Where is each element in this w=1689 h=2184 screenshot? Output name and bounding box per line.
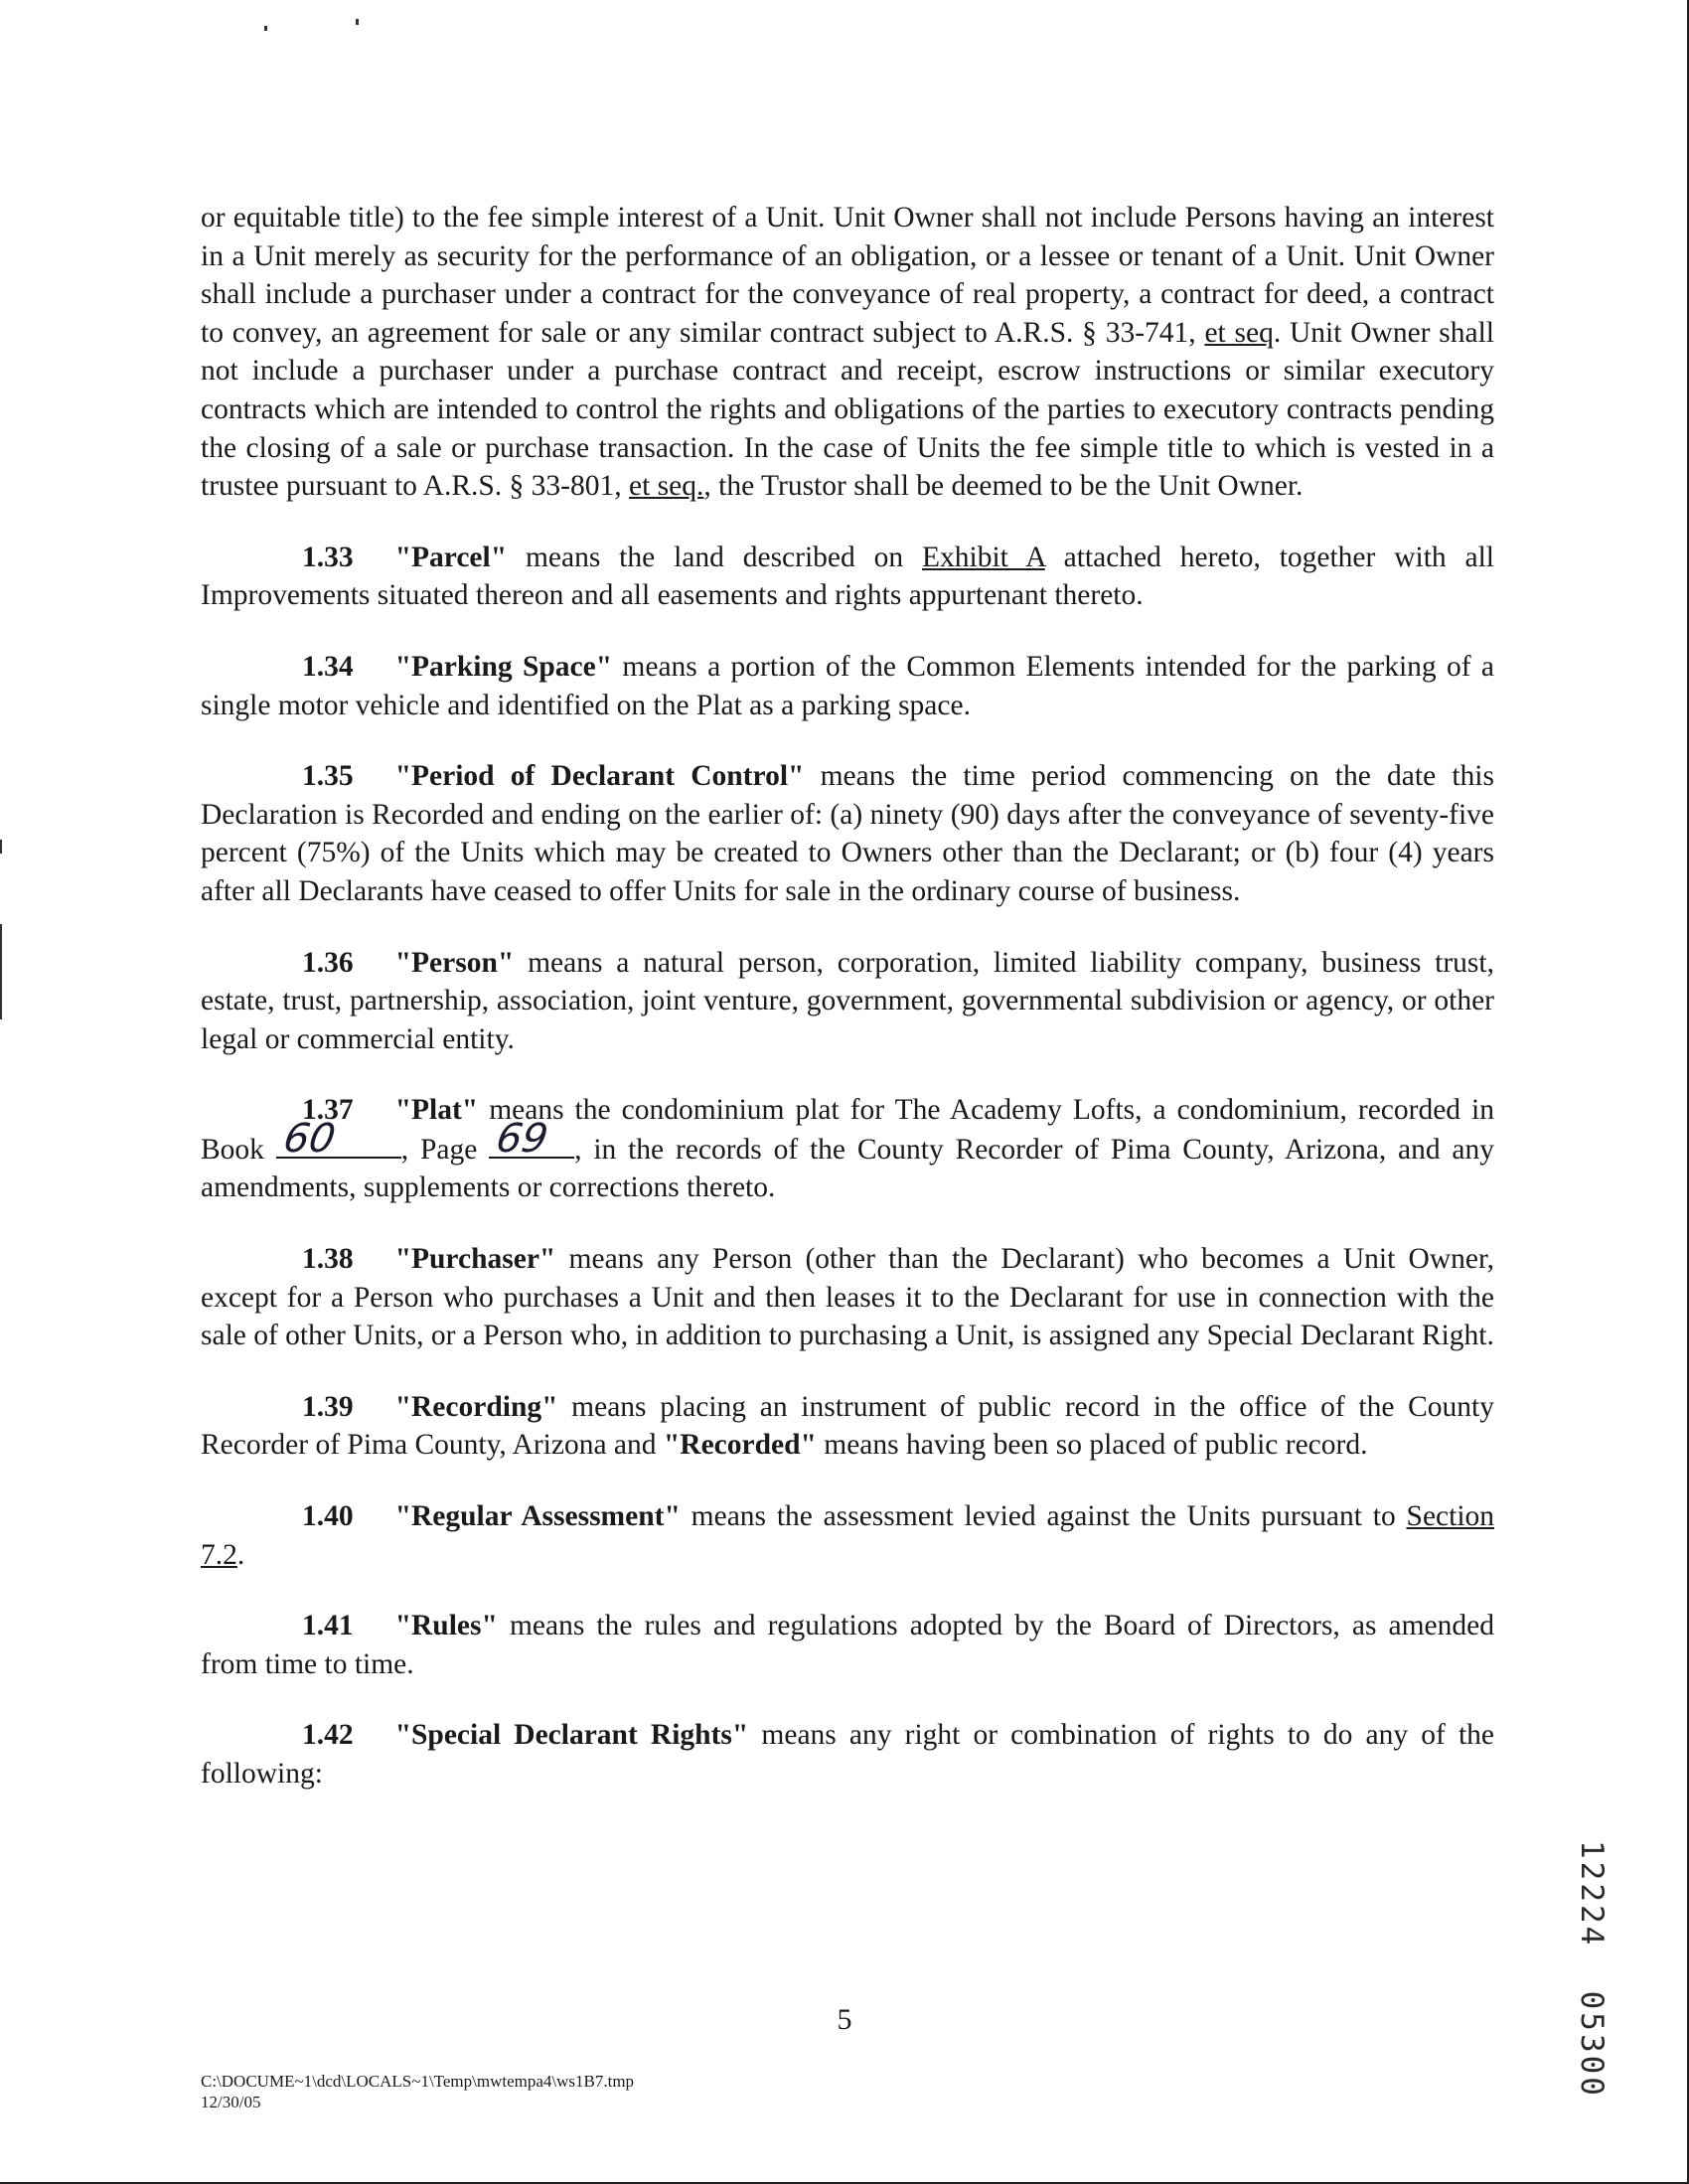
section-number: 1.35 <box>302 760 354 793</box>
scan-edge-mark <box>0 924 2 1019</box>
handwritten-page-number: 69 <box>493 1115 552 1162</box>
defined-term: "Parking Space" <box>394 650 613 683</box>
footer-date: 12/30/05 <box>201 2093 261 2111</box>
section-number: 1.42 <box>302 1719 354 1752</box>
definition-1-41: 1.41 "Rules" means the rules and regulations adopted by the Board of Directors, as amended from time to time. <box>201 1610 1494 1680</box>
defined-term: "Purchaser" <box>394 1243 556 1276</box>
footer <box>201 2071 634 2112</box>
definition-1-40: 1.40 "Regular Assessment" means the assessment levied against the Units pursuant to Section 7.2. <box>201 1500 1495 1571</box>
definition-1-36: 1.36 "Person" means a natural person, corporation, limited liability company, business trust, estate, trust, partnership, association, joint venture, government, governmental subdivision or agency, or other legal or commercial entity. <box>201 946 1494 1055</box>
definition-1-39: 1.39 "Recording" means placing an instrument of public record in the office of the County Recorder of Pima County, Arizona and "Recorded" means having been so placed of public record. <box>201 1390 1494 1462</box>
defined-term: "Period of Declarant Control" <box>394 760 805 793</box>
defined-term: "Regular Assessment" <box>394 1500 681 1533</box>
section-number: 1.38 <box>302 1243 354 1276</box>
defined-term: "Parcel" <box>394 541 508 573</box>
document-body <box>201 199 1494 1794</box>
scan-edge-mark <box>0 840 2 854</box>
definition-1-42: 1.42 "Special Declarant Rights" means any right or combination of rights to do any of the following: <box>201 1719 1495 1790</box>
section-number: 1.33 <box>302 541 354 573</box>
exhibit-reference: Exhibit A <box>921 541 1045 573</box>
section-number: 1.39 <box>302 1390 354 1423</box>
defined-term: "Special Declarant Rights" <box>394 1719 749 1752</box>
defined-term: "Person" <box>394 946 515 979</box>
handwritten-book-number: 60 <box>279 1115 339 1162</box>
continuation-paragraph: or equitable title) to the fee simple interest of a Unit. Unit Owner shall not include Persons having an interest in a Unit merely as security for the performance of an obligation, or a lessee or tenant of a Unit. Unit Owner shall include a purchaser under a contract for the conveyance of real property, a contract for deed, a contract to convey, an agreement for sale or any similar contract subject to A.R.S. § 33-741, et seq. Unit Owner shall not include a purchaser under a purchase contract and receipt, escrow instructions or similar executory contracts which are intended to control the rights and obligations of the parties to executory contracts pending the closing of a sale or purchase transaction. In the case of Units the fee simple title to which is vested in a trustee pursuant to A.R.S. § 33-801, et seq., the Trustor shall be deemed to be the Unit Owner. <box>201 202 1494 503</box>
section-number: 1.41 <box>302 1610 354 1642</box>
definition-1-33: 1.33 "Parcel" means the land described on Exhibit A attached hereto, together with all Improvements situated thereon and all easements and rights appurtenant thereto. <box>201 541 1494 612</box>
scan-mark <box>264 26 267 31</box>
defined-term: "Plat" <box>394 1094 479 1127</box>
definition-1-38: 1.38 "Purchaser" means any Person (other than the Declarant) who becomes a Unit Owner, except for a Person who purchases a Unit and then leases it to the Declarant for use in connection with the sale of other Units, or a Person who, in addition to purchasing a Unit, is assigned any Special Declarant Right. <box>201 1243 1495 1352</box>
section-number: 1.40 <box>302 1500 354 1533</box>
section-number: 1.36 <box>302 946 354 979</box>
defined-term: "Recording" <box>394 1390 558 1423</box>
page-blank <box>489 1115 574 1162</box>
et-seq-ref: et seq <box>1204 316 1274 349</box>
definition-1-35: 1.35 "Period of Declarant Control" means the time period commencing on the date this Declaration is Recorded and ending on the earlier of: (a) ninety (90) days after the conveyance of seventy-five percent (75%) of the Units which may be created to Owners other than the Declarant; or (b) four (4) years after all Declarants have ceased to offer Units for sale in the ordinary course of business. <box>201 760 1494 907</box>
footer-file-path: C:\DOCUME~1\dcd\LOCALS~1\Temp\mwtempa4\ws1B7.tmp <box>201 2072 635 2091</box>
section-number: 1.34 <box>302 650 354 683</box>
section-number: 1.37 <box>302 1094 354 1127</box>
et-seq-ref: et seq. <box>629 470 704 503</box>
definition-1-37: 1.37 "Plat" means the condominium plat for The Academy Lofts, a condominium, recorded in Book 60 , Page 69 , in the records of the County Recorder of Pima County, Arizona, and any amendments, supplements or corrections thereto. <box>201 1094 1495 1204</box>
book-blank <box>276 1115 401 1162</box>
scan-mark <box>356 19 359 25</box>
recorder-stamp: 12224 05300 <box>1574 1840 1610 2099</box>
defined-term: "Recorded" <box>663 1429 817 1462</box>
section-reference: Section 7.2 <box>201 1500 1495 1571</box>
definition-1-34: 1.34 "Parking Space" means a portion of the Common Elements intended for the parking of a single motor vehicle and identified on the Plat as a parking space. <box>201 650 1494 721</box>
defined-term: "Rules" <box>394 1610 498 1642</box>
page-number: 5 <box>837 2003 852 2036</box>
